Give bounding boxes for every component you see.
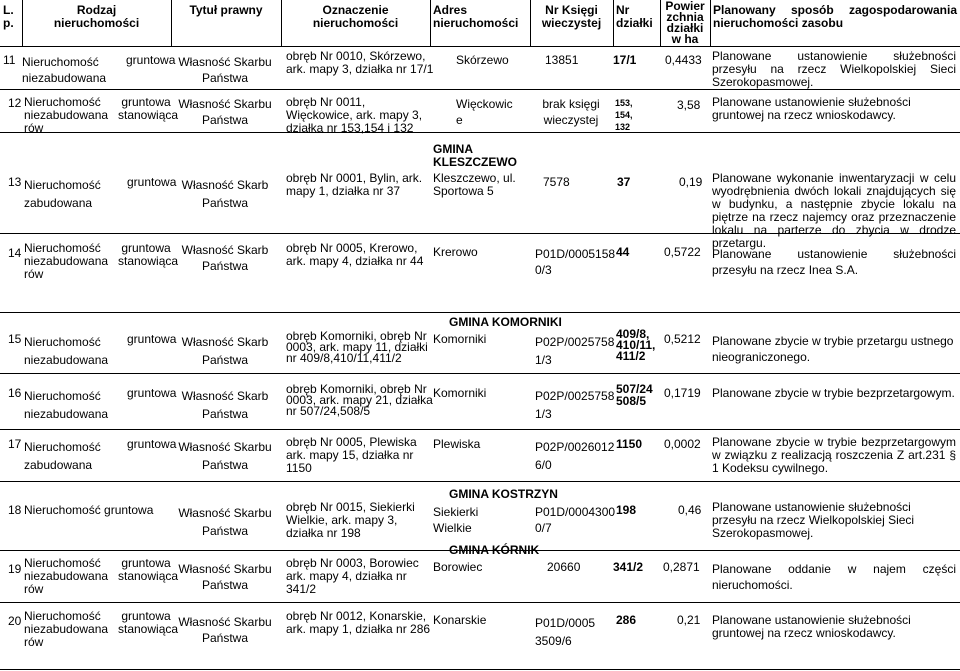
row-14-oznaczenie: obręb Nr 0005, Krerowo, ark. mapy 4, działka nr 44 xyxy=(286,241,424,268)
row-14-sposob: Planowane ustanowienie służebności przesyłu na rzecz Inea S.A. xyxy=(712,247,956,277)
row-14-rodzaj: Nieruchomość niezabudowana rów xyxy=(24,241,109,281)
row-17-dzialka: 1150 xyxy=(616,437,643,451)
row-13-sposob: Planowane wykonanie inwentaryzacji w celu wyodrębnienia dwóch lokali znajdujących się w budynku, a następnie zbycie lokalu na piętrze na rzecz najemcy oraz przeznaczenie lokalu na parterze do zbycia w drodze przetargu. xyxy=(712,171,956,250)
row-11-rodzaj: Nieruchomość niezabudowana xyxy=(22,55,107,85)
row-12-oznaczenie: obręb Nr 0011, Więckowice, ark. mapy 3, działka nr 153,154 i 132 xyxy=(286,95,423,135)
row-11-oznaczenie: obręb Nr 0010, Skórzewo, ark. mapy 3, działka nr 17/1 xyxy=(286,49,434,76)
row-18-dzialka: 198 xyxy=(616,503,637,517)
row-12-forma: gruntowa stanowiąca xyxy=(118,95,179,122)
row-12-sposob: Planowane ustanowienie służebności gruntowej na rzecz wnioskodawcy. xyxy=(712,95,911,122)
row-19-rodzaj: Nieruchomość niezabudowana rów xyxy=(24,556,109,596)
row-20-adres: Konarskie xyxy=(433,613,487,627)
row-16-oznaczenie: obręb Komorniki, obręb Nr 0003, ark. mapy 21, działka nr 507/24,508/5 xyxy=(286,382,433,418)
row-11-dzialka: 17/1 xyxy=(613,53,637,67)
row-divider xyxy=(0,602,960,603)
row-12-rodzaj: Nieruchomość niezabudowana rów xyxy=(24,95,109,135)
row-13-oznaczenie: obręb Nr 0001, Bylin, ark. mapy 1, działka nr 37 xyxy=(286,171,423,198)
row-14-tytul: Własność Skarb Państwa xyxy=(181,243,269,273)
row-19-pow: 0,2871 xyxy=(663,560,700,574)
row-12-lp: 12 xyxy=(8,96,22,110)
row-20-oznaczenie: obręb Nr 0012, Konarskie, ark. mapy 1, działka nr 286 xyxy=(286,609,431,636)
section-gmina-komorniki: GMINA KOMORNIKI xyxy=(449,315,562,329)
row-18-oznaczenie: obręb Nr 0015, Siekierki Wielkie, ark. mapy 3, działka nr 198 xyxy=(286,500,415,540)
row-12-tytul: Własność Skarbu Państwa xyxy=(178,97,272,127)
row-divider xyxy=(0,429,960,430)
row-20-dzialka: 286 xyxy=(616,613,637,627)
row-16-lp: 16 xyxy=(8,386,22,400)
row-13-rodzaj: Nieruchomość zabudowana xyxy=(24,178,101,210)
row-16-sposob: Planowane zbycie w trybie bezprzetargowym. xyxy=(712,386,955,400)
column-divider xyxy=(430,0,431,46)
row-14-kw: P01D/0005158 0/3 xyxy=(535,247,616,277)
row-13-pow: 0,19 xyxy=(679,175,703,189)
row-12-kw: brak księgi wieczystej xyxy=(542,97,600,127)
row-14-pow: 0,5722 xyxy=(664,245,701,259)
row-divider xyxy=(0,89,960,90)
row-15-lp: 15 xyxy=(8,332,22,346)
column-divider xyxy=(613,0,614,46)
row-16-forma: gruntowa xyxy=(127,386,177,400)
row-19-forma: gruntowa stanowiąca xyxy=(118,556,179,583)
row-17-pow: 0,0002 xyxy=(664,437,701,451)
row-14-forma: gruntowa stanowiąca xyxy=(118,241,179,268)
header-lp: L. p. xyxy=(3,3,14,30)
row-13-kw: 7578 xyxy=(543,175,570,189)
row-20-pow: 0,21 xyxy=(677,613,701,627)
row-12-adres: Więckowic e xyxy=(456,97,513,127)
row-16-kw: P02P/0025758 1/3 xyxy=(535,389,615,421)
row-17-adres: Plewiska xyxy=(433,437,481,451)
row-15-tytul: Własność Skarb Państwa xyxy=(181,335,269,367)
row-17-rodzaj: Nieruchomość zabudowana xyxy=(24,440,101,472)
row-16-dzialka: 507/24 508/5 xyxy=(616,382,653,408)
header-tytul: Tytuł prawny xyxy=(189,3,263,17)
row-20-lp: 20 xyxy=(8,614,22,628)
row-17-sposob: Planowane zbycie w trybie bezprzetargowym w związku z realizacją roszczenia Z art.231 § 1 Kodeksu cywilnego. xyxy=(712,435,956,475)
row-divider xyxy=(0,481,960,482)
row-divider xyxy=(0,669,960,670)
header-ksiega: Nr Księgi wieczystej xyxy=(541,3,602,30)
column-divider xyxy=(171,0,172,46)
row-15-dzialka: 409/8, 410/11, 411/2 xyxy=(616,327,656,363)
row-16-adres: Komorniki xyxy=(433,386,487,400)
section-gmina-kleszczewo: GMINA KLESZCZEWO xyxy=(433,142,517,169)
row-15-kw: P02P/0025758 1/3 xyxy=(535,335,615,367)
row-15-sposob: Planowane zbycie w trybie przetargu ustnego nieograniczonego. xyxy=(712,334,954,364)
row-divider xyxy=(0,132,960,133)
section-gmina-kostrzyn: GMINA KOSTRZYN xyxy=(449,487,558,501)
row-11-kw: 13851 xyxy=(545,53,579,67)
row-18-adres: Siekierki Wielkie xyxy=(433,505,479,535)
column-divider xyxy=(22,0,23,46)
row-20-kw: P01D/0005 3509/6 xyxy=(535,616,596,648)
row-18-lp: 18 xyxy=(8,503,22,517)
row-divider xyxy=(0,312,960,313)
row-18-pow: 0,46 xyxy=(678,503,702,517)
row-20-forma: gruntowa stanowiąca xyxy=(118,609,179,636)
row-17-tytul: Własność Skarbu Państwa xyxy=(178,440,272,472)
row-19-adres: Borowiec xyxy=(433,560,483,574)
row-12-pow: 3,58 xyxy=(677,98,701,112)
row-12-dzialka: 153, 154, 132 xyxy=(615,98,633,132)
row-11-tytul: Własność Skarbu Państwa xyxy=(178,55,272,85)
row-16-rodzaj: Nieruchomość niezabudowana xyxy=(24,389,109,421)
row-13-tytul: Własność Skarb Państwa xyxy=(181,178,269,210)
header-nr-dzialki: Nr działki xyxy=(616,3,653,30)
section-gmina-kornik: GMINA KÓRNIK xyxy=(449,543,540,557)
row-15-adres: Komorniki xyxy=(433,332,487,346)
row-18-tytul: Własność Skarbu Państwa xyxy=(178,506,272,538)
header-powierzchnia: Powier zchnia działki w ha xyxy=(665,0,705,46)
row-17-forma: gruntowa xyxy=(127,437,177,451)
row-19-oznaczenie: obręb Nr 0003, Borowiec ark. mapy 4, działka nr 341/2 xyxy=(286,556,419,596)
row-20-sposob: Planowane ustanowienie służebności gruntowej na rzecz wnioskodawcy. xyxy=(712,613,911,640)
row-19-dzialka: 341/2 xyxy=(613,560,644,574)
row-divider xyxy=(0,373,960,374)
row-15-pow: 0,5212 xyxy=(664,332,701,346)
row-13-dzialka: 37 xyxy=(617,175,631,189)
row-19-tytul: Własność Skarbu Państwa xyxy=(178,562,272,592)
row-11-adres: Skórzewo xyxy=(456,53,509,67)
header-rodzaj: Rodzaj nieruchomości xyxy=(53,3,140,30)
row-13-lp: 13 xyxy=(8,175,22,189)
header-adres: Adres nieruchomości xyxy=(433,3,519,30)
column-divider xyxy=(281,0,282,46)
row-20-tytul: Własność Skarbu Państwa xyxy=(178,615,272,645)
row-17-oznaczenie: obręb Nr 0005, Plewiska ark. mapy 15, działka nr 1150 xyxy=(286,435,417,475)
row-14-dzialka: 44 xyxy=(616,245,630,259)
row-13-forma: gruntowa xyxy=(127,175,177,189)
row-11-lp: 11 xyxy=(3,53,16,67)
row-19-lp: 19 xyxy=(8,562,22,576)
row-15-rodzaj: Nieruchomość niezabudowana xyxy=(24,335,109,367)
row-18-sposob: Planowane ustanowienie służebności przesyłu na rzecz Wielkopolskiej Sieci Szerokopasmowej. xyxy=(712,500,915,540)
header-divider xyxy=(0,46,960,47)
header-oznaczenie: Oznaczenie nieruchomości xyxy=(312,3,399,30)
row-13-adres: Kleszczewo, ul. Sportowa 5 xyxy=(433,171,516,198)
header-sposob: Planowany sposób zagospodarowania nieruchomości zasobu xyxy=(713,3,957,30)
row-16-tytul: Własność Skarb Państwa xyxy=(181,389,269,421)
row-14-lp: 14 xyxy=(8,246,22,260)
row-18-rodzaj: Nieruchomość gruntowa xyxy=(24,503,154,517)
row-11-forma: gruntowa xyxy=(126,53,176,67)
row-17-kw: P02P/0026012 6/0 xyxy=(535,440,615,472)
row-11-sposob: Planowane ustanowienie służebności przesyłu na rzecz Wielkopolskiej Sieci Szerokopasmowej. xyxy=(712,49,956,89)
row-19-kw: 20660 xyxy=(547,560,581,574)
row-19-sposob: Planowane oddanie w najem części nieruchomości. xyxy=(712,562,956,592)
column-divider xyxy=(710,0,711,46)
row-17-lp: 17 xyxy=(8,437,22,451)
row-14-adres: Krerowo xyxy=(433,245,478,259)
row-11-pow: 0,4433 xyxy=(665,53,702,67)
row-16-pow: 0,1719 xyxy=(664,386,701,400)
row-20-rodzaj: Nieruchomość niezabudowana rów xyxy=(24,609,109,649)
row-15-oznaczenie: obręb Komorniki, obręb Nr 0003, ark. mapy 11, działki nr 409/8,410/11,411/2 xyxy=(286,329,428,365)
row-18-kw: P01D/0004300 0/7 xyxy=(535,505,616,535)
column-divider xyxy=(530,0,531,46)
row-15-forma: gruntowa xyxy=(127,332,177,346)
